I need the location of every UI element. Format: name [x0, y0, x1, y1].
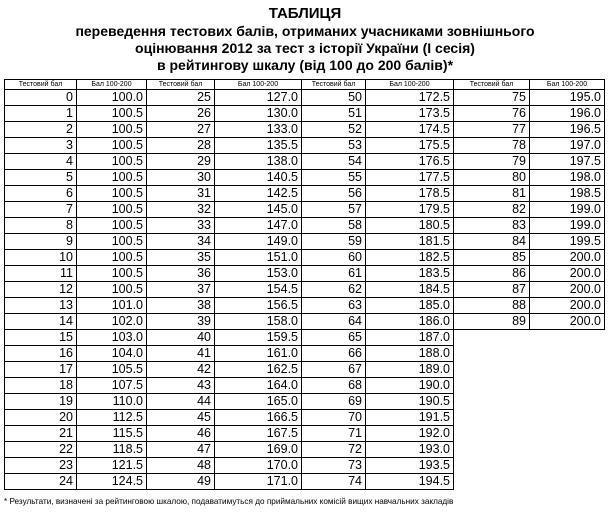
- rating-score-cell: 107.5: [77, 378, 147, 394]
- test-score-cell: 15: [5, 330, 77, 346]
- table-row: [5, 330, 605, 346]
- rating-score-cell: 199.0: [530, 218, 605, 234]
- empty-cell: [530, 346, 605, 362]
- column-header: Бал 100-200: [530, 80, 605, 90]
- test-score-cell: 7: [5, 202, 77, 218]
- score-conversion-table: [4, 79, 605, 490]
- rating-score-cell: 183.5: [366, 266, 454, 282]
- test-score-cell: 4: [5, 154, 77, 170]
- rating-score-cell: 104.0: [77, 346, 147, 362]
- empty-cell: [530, 426, 605, 442]
- rating-score-cell: 118.5: [77, 442, 147, 458]
- rating-score-cell: 194.5: [366, 474, 454, 490]
- empty-cell: [454, 394, 530, 410]
- table-row: [5, 90, 605, 106]
- test-score-cell: 9: [5, 234, 77, 250]
- test-score-cell: 64: [302, 314, 366, 330]
- rating-score-cell: 199.5: [530, 234, 605, 250]
- test-score-cell: 58: [302, 218, 366, 234]
- rating-score-cell: 100.5: [77, 186, 147, 202]
- empty-cell: [454, 378, 530, 394]
- test-score-cell: 70: [302, 410, 366, 426]
- rating-score-cell: 198.0: [530, 170, 605, 186]
- test-score-cell: 84: [454, 234, 530, 250]
- empty-cell: [530, 394, 605, 410]
- rating-score-cell: 191.5: [366, 410, 454, 426]
- column-header: Бал 100-200: [215, 80, 302, 90]
- empty-cell: [454, 426, 530, 442]
- test-score-cell: 8: [5, 218, 77, 234]
- rating-score-cell: 172.5: [366, 90, 454, 106]
- test-score-cell: 45: [147, 410, 215, 426]
- empty-cell: [530, 362, 605, 378]
- rating-score-cell: 197.5: [530, 154, 605, 170]
- test-score-cell: 1: [5, 106, 77, 122]
- table-row: [5, 394, 605, 410]
- test-score-cell: 27: [147, 122, 215, 138]
- rating-score-cell: 171.0: [215, 474, 302, 490]
- test-score-cell: 46: [147, 426, 215, 442]
- table-row: [5, 458, 605, 474]
- rating-score-cell: 145.0: [215, 202, 302, 218]
- rating-score-cell: 154.5: [215, 282, 302, 298]
- table-row: [5, 314, 605, 330]
- test-score-cell: 30: [147, 170, 215, 186]
- table-row: [5, 202, 605, 218]
- rating-score-cell: 110.0: [77, 394, 147, 410]
- table-row: [5, 474, 605, 490]
- rating-score-cell: 173.5: [366, 106, 454, 122]
- test-score-cell: 75: [454, 90, 530, 106]
- test-score-cell: 56: [302, 186, 366, 202]
- rating-score-cell: 140.5: [215, 170, 302, 186]
- rating-score-cell: 100.5: [77, 218, 147, 234]
- rating-score-cell: 198.5: [530, 186, 605, 202]
- rating-score-cell: 181.5: [366, 234, 454, 250]
- test-score-cell: 3: [5, 138, 77, 154]
- test-score-cell: 40: [147, 330, 215, 346]
- empty-cell: [454, 410, 530, 426]
- test-score-cell: 83: [454, 218, 530, 234]
- column-header: Тестовий бал: [454, 80, 530, 90]
- test-score-cell: 54: [302, 154, 366, 170]
- test-score-cell: 47: [147, 442, 215, 458]
- empty-cell: [454, 346, 530, 362]
- rating-score-cell: 142.5: [215, 186, 302, 202]
- rating-score-cell: 184.5: [366, 282, 454, 298]
- rating-score-cell: 190.0: [366, 378, 454, 394]
- rating-score-cell: 182.5: [366, 250, 454, 266]
- test-score-cell: 28: [147, 138, 215, 154]
- rating-score-cell: 200.0: [530, 282, 605, 298]
- test-score-cell: 11: [5, 266, 77, 282]
- rating-score-cell: 149.0: [215, 234, 302, 250]
- rating-score-cell: 167.5: [215, 426, 302, 442]
- test-score-cell: 37: [147, 282, 215, 298]
- test-score-cell: 16: [5, 346, 77, 362]
- rating-score-cell: 151.0: [215, 250, 302, 266]
- test-score-cell: 73: [302, 458, 366, 474]
- table-row: [5, 442, 605, 458]
- title-line-4: в рейтингову шкалу (від 100 до 200 балів)*: [156, 57, 454, 73]
- test-score-cell: 17: [5, 362, 77, 378]
- empty-cell: [454, 330, 530, 346]
- test-score-cell: 53: [302, 138, 366, 154]
- test-score-cell: 59: [302, 234, 366, 250]
- test-score-cell: 25: [147, 90, 215, 106]
- empty-cell: [530, 442, 605, 458]
- test-score-cell: 77: [454, 122, 530, 138]
- column-header: Тестовий бал: [5, 80, 77, 90]
- rating-score-cell: 193.5: [366, 458, 454, 474]
- empty-cell: [530, 378, 605, 394]
- rating-score-cell: 112.5: [77, 410, 147, 426]
- rating-score-cell: 180.5: [366, 218, 454, 234]
- rating-score-cell: 199.0: [530, 202, 605, 218]
- test-score-cell: 80: [454, 170, 530, 186]
- test-score-cell: 12: [5, 282, 77, 298]
- test-score-cell: 39: [147, 314, 215, 330]
- test-score-cell: 21: [5, 426, 77, 442]
- table-row: [5, 282, 605, 298]
- rating-score-cell: 121.5: [77, 458, 147, 474]
- column-header: Тестовий бал: [147, 80, 215, 90]
- test-score-cell: 49: [147, 474, 215, 490]
- test-score-cell: 79: [454, 154, 530, 170]
- test-score-cell: 55: [302, 170, 366, 186]
- title-line-2: переведення тестових балів, отриманих учасниками зовнішнього: [75, 23, 535, 39]
- rating-score-cell: 153.0: [215, 266, 302, 282]
- rating-score-cell: 187.0: [366, 330, 454, 346]
- rating-score-cell: 100.5: [77, 154, 147, 170]
- table-row: [5, 346, 605, 362]
- rating-score-cell: 162.5: [215, 362, 302, 378]
- test-score-cell: 32: [147, 202, 215, 218]
- test-score-cell: 0: [5, 90, 77, 106]
- rating-score-cell: 190.5: [366, 394, 454, 410]
- test-score-cell: 88: [454, 298, 530, 314]
- test-score-cell: 10: [5, 250, 77, 266]
- test-score-cell: 74: [302, 474, 366, 490]
- rating-score-cell: 165.0: [215, 394, 302, 410]
- rating-score-cell: 169.0: [215, 442, 302, 458]
- table-row: [5, 218, 605, 234]
- rating-score-cell: 124.5: [77, 474, 147, 490]
- footnote: * Результати, визначені за рейтинговою шкалою, подаватимуться до приймальних комісій вищих навчальних закладів: [4, 497, 454, 506]
- rating-score-cell: 127.0: [215, 90, 302, 106]
- test-score-cell: 52: [302, 122, 366, 138]
- test-score-cell: 13: [5, 298, 77, 314]
- table-header-row: [5, 80, 605, 90]
- rating-score-cell: 200.0: [530, 298, 605, 314]
- rating-score-cell: 175.5: [366, 138, 454, 154]
- rating-score-cell: 179.5: [366, 202, 454, 218]
- test-score-cell: 62: [302, 282, 366, 298]
- test-score-cell: 26: [147, 106, 215, 122]
- test-score-cell: 86: [454, 266, 530, 282]
- test-score-cell: 2: [5, 122, 77, 138]
- rating-score-cell: 177.5: [366, 170, 454, 186]
- rating-score-cell: 200.0: [530, 266, 605, 282]
- empty-cell: [530, 410, 605, 426]
- table-row: [5, 410, 605, 426]
- test-score-cell: 24: [5, 474, 77, 490]
- rating-score-cell: 100.5: [77, 234, 147, 250]
- table-row: [5, 170, 605, 186]
- test-score-cell: 48: [147, 458, 215, 474]
- page-title: ТАБЛИЦЯ: [268, 5, 342, 22]
- test-score-cell: 72: [302, 442, 366, 458]
- rating-score-cell: 186.0: [366, 314, 454, 330]
- empty-cell: [454, 458, 530, 474]
- test-score-cell: 63: [302, 298, 366, 314]
- rating-score-cell: 192.0: [366, 426, 454, 442]
- test-score-cell: 71: [302, 426, 366, 442]
- rating-score-cell: 193.0: [366, 442, 454, 458]
- empty-cell: [454, 474, 530, 490]
- test-score-cell: 23: [5, 458, 77, 474]
- test-score-cell: 82: [454, 202, 530, 218]
- test-score-cell: 51: [302, 106, 366, 122]
- rating-score-cell: 138.0: [215, 154, 302, 170]
- table-row: [5, 426, 605, 442]
- rating-score-cell: 174.5: [366, 122, 454, 138]
- rating-score-cell: 178.5: [366, 186, 454, 202]
- table-row: [5, 234, 605, 250]
- table-row: [5, 106, 605, 122]
- table-row: [5, 266, 605, 282]
- rating-score-cell: 196.0: [530, 106, 605, 122]
- rating-score-cell: 176.5: [366, 154, 454, 170]
- rating-score-cell: 115.5: [77, 426, 147, 442]
- rating-score-cell: 100.5: [77, 250, 147, 266]
- rating-score-cell: 103.0: [77, 330, 147, 346]
- rating-score-cell: 100.5: [77, 170, 147, 186]
- rating-score-cell: 130.0: [215, 106, 302, 122]
- test-score-cell: 14: [5, 314, 77, 330]
- rating-score-cell: 156.5: [215, 298, 302, 314]
- test-score-cell: 87: [454, 282, 530, 298]
- test-score-cell: 57: [302, 202, 366, 218]
- rating-score-cell: 164.0: [215, 378, 302, 394]
- test-score-cell: 66: [302, 346, 366, 362]
- test-score-cell: 65: [302, 330, 366, 346]
- column-header: Бал 100-200: [366, 80, 454, 90]
- rating-score-cell: 100.5: [77, 202, 147, 218]
- test-score-cell: 6: [5, 186, 77, 202]
- test-score-cell: 89: [454, 314, 530, 330]
- test-score-cell: 44: [147, 394, 215, 410]
- empty-cell: [530, 474, 605, 490]
- rating-score-cell: 102.0: [77, 314, 147, 330]
- column-header: Бал 100-200: [77, 80, 147, 90]
- rating-score-cell: 105.5: [77, 362, 147, 378]
- table-row: [5, 122, 605, 138]
- table-row: [5, 154, 605, 170]
- test-score-cell: 81: [454, 186, 530, 202]
- test-score-cell: 31: [147, 186, 215, 202]
- rating-score-cell: 100.5: [77, 122, 147, 138]
- test-score-cell: 85: [454, 250, 530, 266]
- column-header: Тестовий бал: [302, 80, 366, 90]
- test-score-cell: 33: [147, 218, 215, 234]
- test-score-cell: 38: [147, 298, 215, 314]
- rating-score-cell: 159.5: [215, 330, 302, 346]
- test-score-cell: 60: [302, 250, 366, 266]
- rating-score-cell: 100.5: [77, 138, 147, 154]
- test-score-cell: 76: [454, 106, 530, 122]
- rating-score-cell: 100.5: [77, 106, 147, 122]
- table-row: [5, 138, 605, 154]
- test-score-cell: 69: [302, 394, 366, 410]
- rating-score-cell: 100.5: [77, 282, 147, 298]
- test-score-cell: 22: [5, 442, 77, 458]
- rating-score-cell: 189.0: [366, 362, 454, 378]
- rating-score-cell: 185.0: [366, 298, 454, 314]
- rating-score-cell: 147.0: [215, 218, 302, 234]
- rating-score-cell: 100.5: [77, 266, 147, 282]
- test-score-cell: 43: [147, 378, 215, 394]
- test-score-cell: 36: [147, 266, 215, 282]
- test-score-cell: 78: [454, 138, 530, 154]
- test-score-cell: 34: [147, 234, 215, 250]
- rating-score-cell: 170.0: [215, 458, 302, 474]
- table-row: [5, 186, 605, 202]
- test-score-cell: 18: [5, 378, 77, 394]
- rating-score-cell: 101.0: [77, 298, 147, 314]
- empty-cell: [454, 442, 530, 458]
- rating-score-cell: 100.0: [77, 90, 147, 106]
- rating-score-cell: 197.0: [530, 138, 605, 154]
- empty-cell: [530, 330, 605, 346]
- rating-score-cell: 196.5: [530, 122, 605, 138]
- test-score-cell: 35: [147, 250, 215, 266]
- rating-score-cell: 188.0: [366, 346, 454, 362]
- test-score-cell: 29: [147, 154, 215, 170]
- rating-score-cell: 195.0: [530, 90, 605, 106]
- test-score-cell: 67: [302, 362, 366, 378]
- rating-score-cell: 200.0: [530, 250, 605, 266]
- table-row: [5, 378, 605, 394]
- test-score-cell: 19: [5, 394, 77, 410]
- table-row: [5, 298, 605, 314]
- test-score-cell: 68: [302, 378, 366, 394]
- empty-cell: [454, 362, 530, 378]
- empty-cell: [530, 458, 605, 474]
- test-score-cell: 41: [147, 346, 215, 362]
- table-row: [5, 362, 605, 378]
- test-score-cell: 50: [302, 90, 366, 106]
- table-row: [5, 250, 605, 266]
- test-score-cell: 5: [5, 170, 77, 186]
- rating-score-cell: 135.5: [215, 138, 302, 154]
- rating-score-cell: 133.0: [215, 122, 302, 138]
- rating-score-cell: 161.0: [215, 346, 302, 362]
- test-score-cell: 61: [302, 266, 366, 282]
- rating-score-cell: 158.0: [215, 314, 302, 330]
- rating-score-cell: 166.5: [215, 410, 302, 426]
- test-score-cell: 42: [147, 362, 215, 378]
- rating-score-cell: 200.0: [530, 314, 605, 330]
- title-line-3: оцінювання 2012 за тест з історії України (І сесія): [135, 40, 475, 56]
- test-score-cell: 20: [5, 410, 77, 426]
